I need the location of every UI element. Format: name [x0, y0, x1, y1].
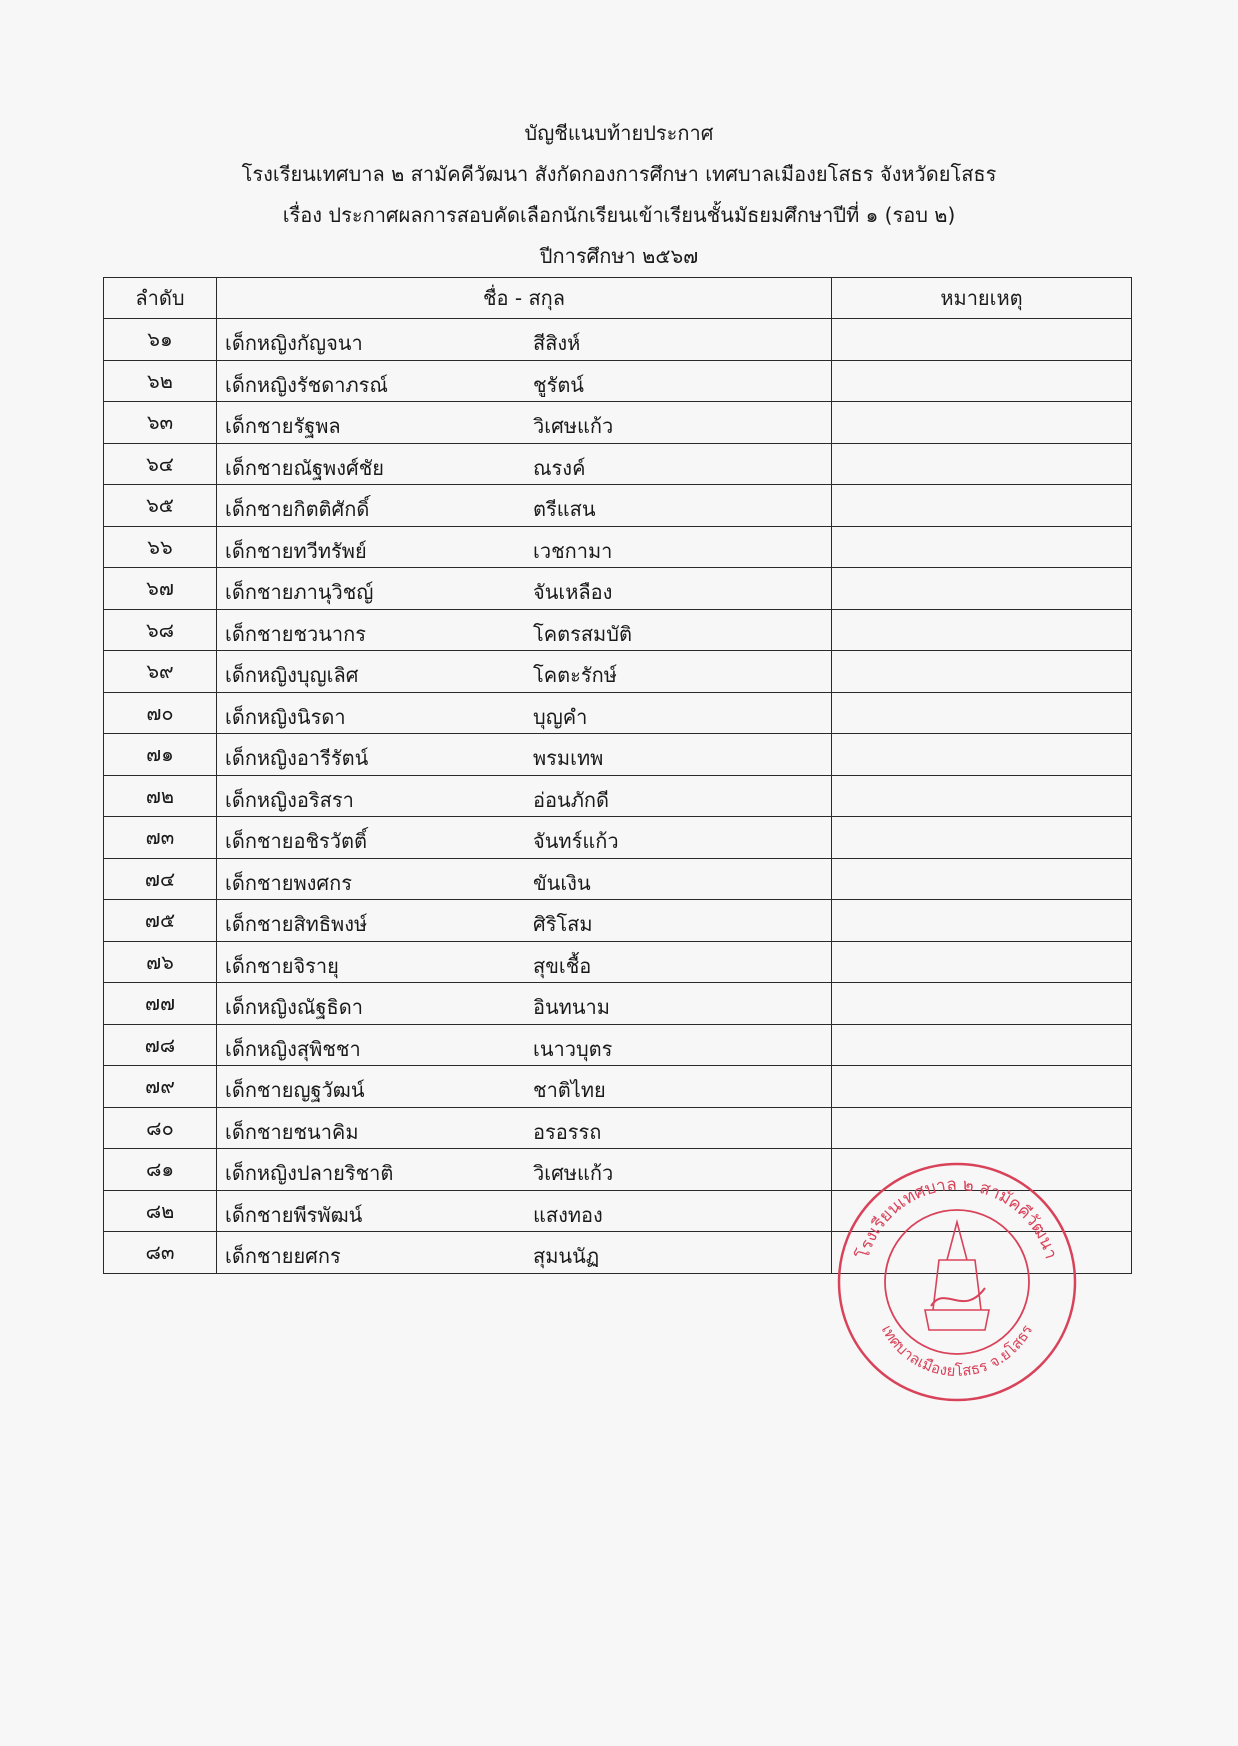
signature-mark [931, 1288, 985, 1306]
surname: ชาติไทย [533, 1078, 606, 1102]
academic-year-line: ปีการศึกษา ๒๕๖๗ [539, 244, 699, 268]
row-note [832, 651, 1132, 693]
row-order-number: ๖๔ [104, 443, 217, 485]
row-full-name [217, 443, 832, 485]
row-order-number: ๘๐ [104, 1107, 217, 1149]
school-line: โรงเรียนเทศบาล ๒ สามัคคีวัฒนา สังกัดกองการศึกษา เทศบาลเมืองยโสธร จังหวัดยโสธร [241, 162, 997, 186]
given-name: เด็กหญิงบุญเลิศ [225, 663, 359, 687]
table-row [104, 651, 1132, 693]
table-row [104, 983, 1132, 1025]
surname: จันเหลือง [533, 580, 613, 604]
given-name: เด็กหญิงกัญจนา [225, 331, 363, 355]
given-name: เด็กชายญฐวัฒน์ [225, 1078, 365, 1102]
row-order-number: ๖๓ [104, 402, 217, 444]
given-name: เด็กหญิงปลายริชาติ [225, 1161, 394, 1185]
row-note [832, 319, 1132, 361]
given-name: เด็กหญิงรัชดาภรณ์ [225, 372, 388, 397]
row-full-name [217, 734, 832, 776]
given-name: เด็กชายจิรายุ [225, 953, 339, 978]
row-full-name [217, 1066, 832, 1108]
student-roster-table [103, 277, 1132, 1274]
row-full-name [217, 817, 832, 859]
table-row [104, 734, 1132, 776]
given-name: เด็กชายณัฐพงศ์ชัย [225, 455, 384, 480]
table-row [104, 1107, 1132, 1149]
table-row [104, 1024, 1132, 1066]
row-full-name [217, 692, 832, 734]
row-order-number: ๗๙ [104, 1066, 217, 1108]
surname: ตรีแสน [533, 497, 596, 521]
row-order-number: ๗๓ [104, 817, 217, 859]
surname: ศิริโสม [533, 912, 593, 936]
row-full-name [217, 526, 832, 568]
given-name: เด็กหญิงณัฐธิดา [225, 995, 363, 1019]
row-note [832, 1066, 1132, 1108]
row-full-name [217, 1190, 832, 1232]
surname: วิเศษแก้ว [533, 1161, 614, 1185]
row-full-name [217, 900, 832, 942]
table-row [104, 485, 1132, 527]
surname: วิเศษแก้ว [533, 414, 614, 438]
row-order-number: ๘๑ [104, 1149, 217, 1191]
row-note [832, 858, 1132, 900]
row-note [832, 360, 1132, 402]
column-header-note: หมายเหตุ [832, 278, 1132, 319]
row-full-name [217, 858, 832, 900]
surname: จันทร์แก้ว [533, 829, 619, 853]
row-note [832, 692, 1132, 734]
row-order-number: ๘๓ [104, 1232, 217, 1274]
row-order-number: ๖๗ [104, 568, 217, 610]
surname: สีสิงห์ [533, 331, 581, 355]
surname: ณรงค์ [533, 455, 586, 480]
table-row [104, 319, 1132, 361]
row-note [832, 1024, 1132, 1066]
column-header-order: ลำดับ [104, 278, 217, 319]
row-order-number: ๖๖ [104, 526, 217, 568]
given-name: เด็กหญิงอารีรัตน์ [225, 746, 369, 770]
row-note [832, 609, 1132, 651]
surname: อรอรรถ [533, 1119, 602, 1144]
row-note [832, 485, 1132, 527]
row-full-name [217, 319, 832, 361]
seal-text-top: โรงเรียนเทศบาล ๒ สามัคคีวัฒนา [853, 1174, 1061, 1262]
row-full-name [217, 609, 832, 651]
surname: ชูรัตน์ [533, 372, 584, 397]
table-row [104, 568, 1132, 610]
given-name: เด็กชายภานุวิชญ์ [225, 580, 374, 604]
surname: โคตะรักษ์ [533, 663, 617, 687]
row-full-name [217, 651, 832, 693]
surname: เนาวบุตร [533, 1036, 613, 1061]
seal-inner-ring [885, 1210, 1029, 1354]
given-name: เด็กหญิงสุพิชชา [225, 1036, 361, 1061]
row-full-name [217, 568, 832, 610]
table-row [104, 526, 1132, 568]
subject-line: เรื่อง ประกาศผลการสอบคัดเลือกนักเรียนเข้าเรียนชั้นมัธยมศึกษาปีที่ ๑ (รอบ ๒) [282, 203, 956, 227]
row-order-number: ๗๒ [104, 775, 217, 817]
surname: อ่อนภักดี [533, 787, 609, 812]
row-full-name [217, 1149, 832, 1191]
school-seal-stamp [835, 1160, 1079, 1404]
given-name: เด็กชายชนาคิม [225, 1119, 359, 1144]
column-header-name: ชื่อ - สกุล [217, 278, 832, 319]
row-order-number: ๘๒ [104, 1190, 217, 1232]
surname: แสงทอง [533, 1202, 603, 1227]
given-name: เด็กชายทวีทรัพย์ [225, 538, 367, 563]
row-note [832, 775, 1132, 817]
table-header-row [104, 278, 1132, 319]
row-order-number: ๗๔ [104, 858, 217, 900]
row-note [832, 983, 1132, 1025]
given-name: เด็กชายชวนากร [225, 621, 367, 646]
given-name: เด็กชายพีรพัฒน์ [225, 1202, 363, 1227]
row-note [832, 900, 1132, 942]
surname: ขันเงิน [533, 870, 591, 895]
row-full-name [217, 1024, 832, 1066]
surname: พรมเทพ [533, 746, 604, 770]
row-note [832, 526, 1132, 568]
row-full-name [217, 1232, 832, 1274]
row-order-number: ๖๕ [104, 485, 217, 527]
table-row [104, 692, 1132, 734]
row-order-number: ๗๗ [104, 983, 217, 1025]
row-full-name [217, 360, 832, 402]
row-note [832, 817, 1132, 859]
surname: สุขเชื้อ [533, 953, 592, 978]
document-title: บัญชีแนบท้ายประกาศ [524, 121, 714, 145]
surname: สุมนนัฏ [533, 1244, 600, 1268]
row-order-number: ๖๑ [104, 319, 217, 361]
surname: บุญคำ [533, 704, 588, 729]
table-body [104, 319, 1132, 1274]
row-note [832, 443, 1132, 485]
row-full-name [217, 941, 832, 983]
row-order-number: ๗๖ [104, 941, 217, 983]
row-note [832, 1107, 1132, 1149]
row-full-name [217, 775, 832, 817]
given-name: เด็กชายรัฐพล [225, 414, 341, 438]
table-row [104, 858, 1132, 900]
row-full-name [217, 485, 832, 527]
given-name: เด็กชายพงศกร [225, 870, 352, 895]
seal-text-bottom: เทศบาลเมืองยโสธร จ.ยโสธร [877, 1321, 1037, 1381]
given-name: เด็กชายอชิรวัตติ์ [225, 829, 367, 853]
table-row [104, 609, 1132, 651]
row-note [832, 941, 1132, 983]
table-row [104, 817, 1132, 859]
seal-emblem-icon [925, 1222, 989, 1330]
row-full-name [217, 983, 832, 1025]
given-name: เด็กชายยศกร [225, 1244, 341, 1268]
table-row [104, 900, 1132, 942]
row-order-number: ๗๑ [104, 734, 217, 776]
surname: โคตรสมบัติ [533, 621, 632, 646]
row-note [832, 568, 1132, 610]
row-order-number: ๗๘ [104, 1024, 217, 1066]
surname: อินทนาม [533, 995, 610, 1019]
table-row [104, 360, 1132, 402]
given-name: เด็กชายสิทธิพงษ์ [225, 912, 368, 936]
given-name: เด็กชายกิตติศักดิ์ [225, 497, 370, 521]
row-order-number: ๖๘ [104, 609, 217, 651]
given-name: เด็กหญิงนิรดา [225, 704, 346, 729]
row-order-number: ๗๐ [104, 692, 217, 734]
given-name: เด็กหญิงอริสรา [225, 787, 354, 812]
row-order-number: ๖๒ [104, 360, 217, 402]
table-row [104, 443, 1132, 485]
surname: เวชกามา [533, 538, 613, 563]
table-row [104, 402, 1132, 444]
row-note [832, 734, 1132, 776]
table-row [104, 775, 1132, 817]
row-note [832, 402, 1132, 444]
row-full-name [217, 1107, 832, 1149]
row-full-name [217, 402, 832, 444]
table-row [104, 941, 1132, 983]
row-order-number: ๖๙ [104, 651, 217, 693]
table-row [104, 1066, 1132, 1108]
row-order-number: ๗๕ [104, 900, 217, 942]
